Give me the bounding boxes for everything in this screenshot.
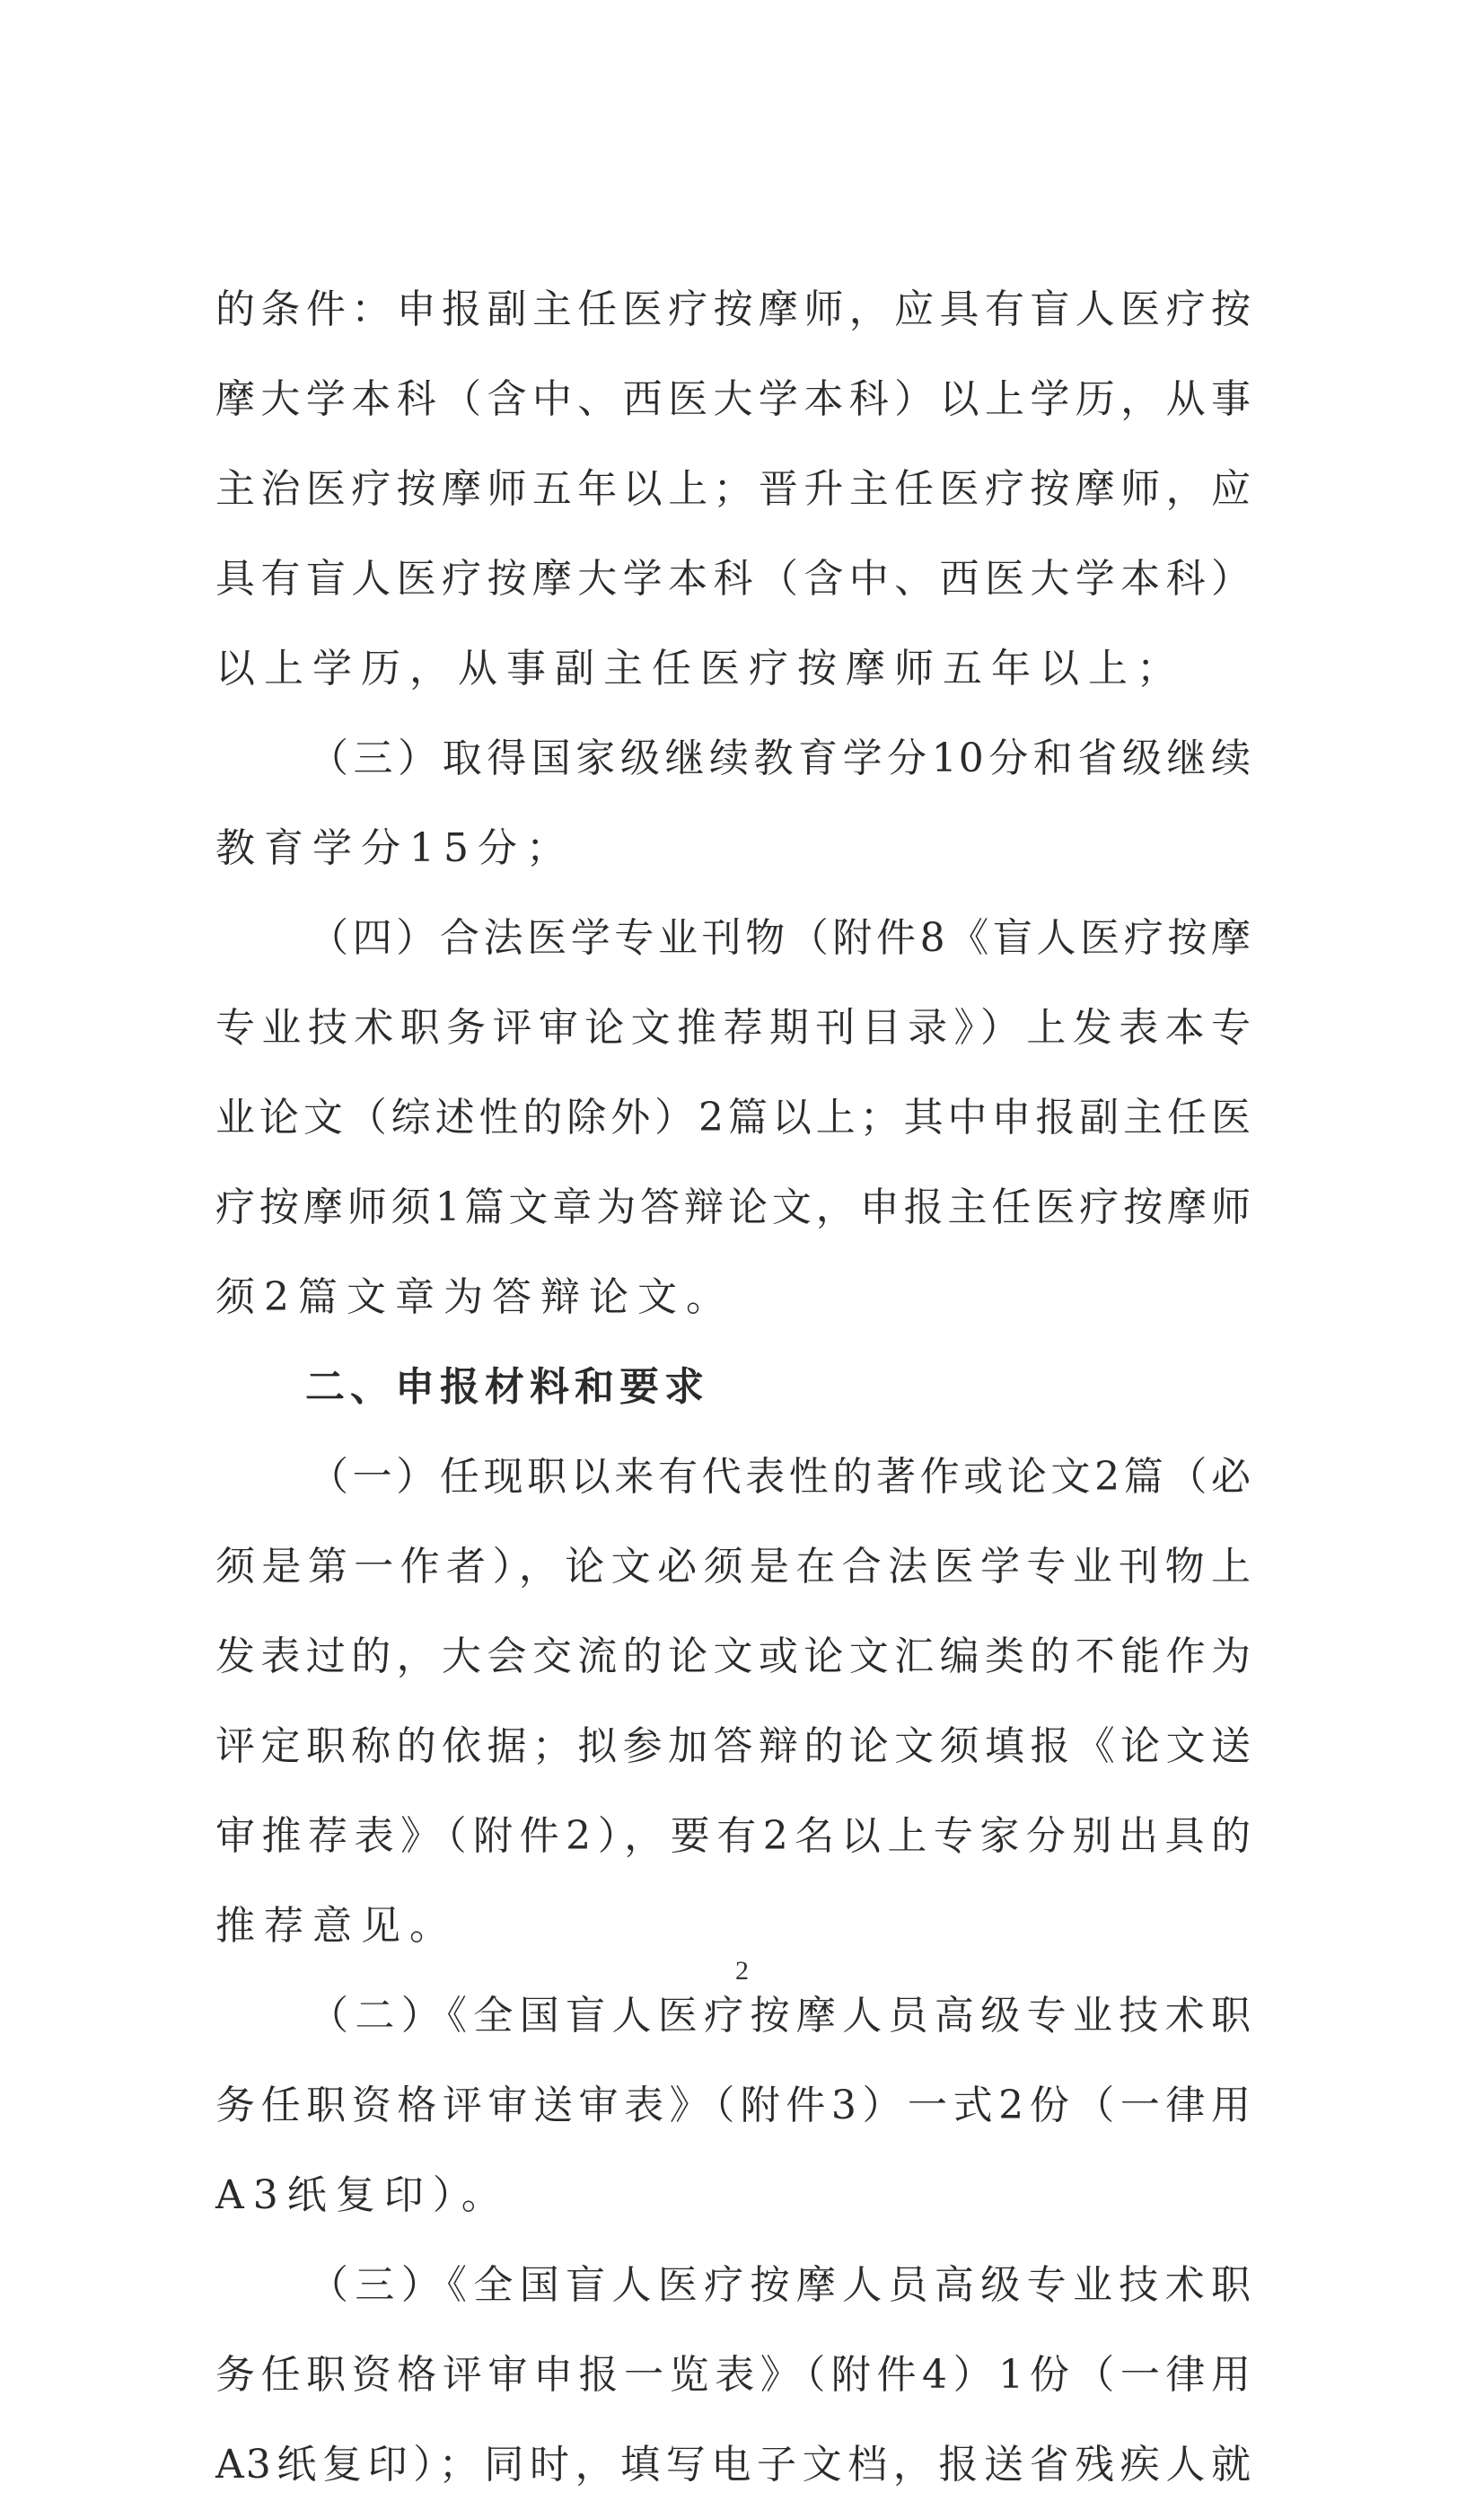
body-text xyxy=(215,265,1252,2510)
text-line: 务任职资格评审送审表》（附件3）一式2份（一律用 xyxy=(215,2083,1252,2128)
text-line: （三）取得国家级继续教育学分10分和省级继续 xyxy=(309,735,1252,781)
text-line: （二）《全国盲人医疗按摩人员高级专业技术职 xyxy=(309,1993,1252,2039)
text-line: 评定职称的依据；拟参加答辩的论文须填报《论文送 xyxy=(215,1723,1252,1769)
text-line: （三）《全国盲人医疗按摩人员高级专业技术职 xyxy=(309,2262,1252,2308)
section-heading: 二、申报材料和要求 xyxy=(305,1364,709,1410)
text-line: 摩大学本科（含中、西医大学本科）以上学历，从事 xyxy=(215,376,1252,422)
text-line: 须2篇文章为答辩论文。 xyxy=(215,1274,734,1320)
text-line: 务任职资格评审申报一览表》（附件4）1份（一律用 xyxy=(215,2352,1252,2398)
text-line: 审推荐表》（附件2），要有2名以上专家分别出具的 xyxy=(215,1813,1252,1859)
text-line: （四）合法医学专业刊物（附件8《盲人医疗按摩 xyxy=(309,915,1252,961)
text-line: （一）任现职以来有代表性的著作或论文2篇（必 xyxy=(309,1454,1252,1500)
page-number: 2 xyxy=(735,1956,749,1986)
text-line: 推荐意见。 xyxy=(215,1903,458,1949)
text-line: 业论文（综述性的除外）2篇以上；其中申报副主任医 xyxy=(215,1095,1252,1141)
text-line: A3纸复印）。 xyxy=(215,2172,510,2218)
text-line: 的条件：申报副主任医疗按摩师，应具有盲人医疗按 xyxy=(215,286,1252,332)
text-line: A3纸复印）；同时，填写电子文档，报送省残疾人就 xyxy=(215,2442,1252,2488)
text-line: 发表过的，大会交流的论文或论文汇编类的不能作为 xyxy=(215,1634,1252,1679)
text-line: 专业技术职务评审论文推荐期刊目录》）上发表本专 xyxy=(215,1005,1252,1051)
text-line: 疗按摩师须1篇文章为答辩论文，申报主任医疗按摩师 xyxy=(215,1185,1252,1230)
text-line: 以上学历，从事副主任医疗按摩师五年以上； xyxy=(215,646,1185,691)
text-line: 具有盲人医疗按摩大学本科（含中、西医大学本科） xyxy=(215,556,1252,602)
text-line: 主治医疗按摩师五年以上；晋升主任医疗按摩师，应 xyxy=(215,466,1252,512)
text-line: 须是第一作者），论文必须是在合法医学专业刊物上 xyxy=(215,1544,1252,1590)
text-line: 教育学分15分； xyxy=(215,825,575,871)
